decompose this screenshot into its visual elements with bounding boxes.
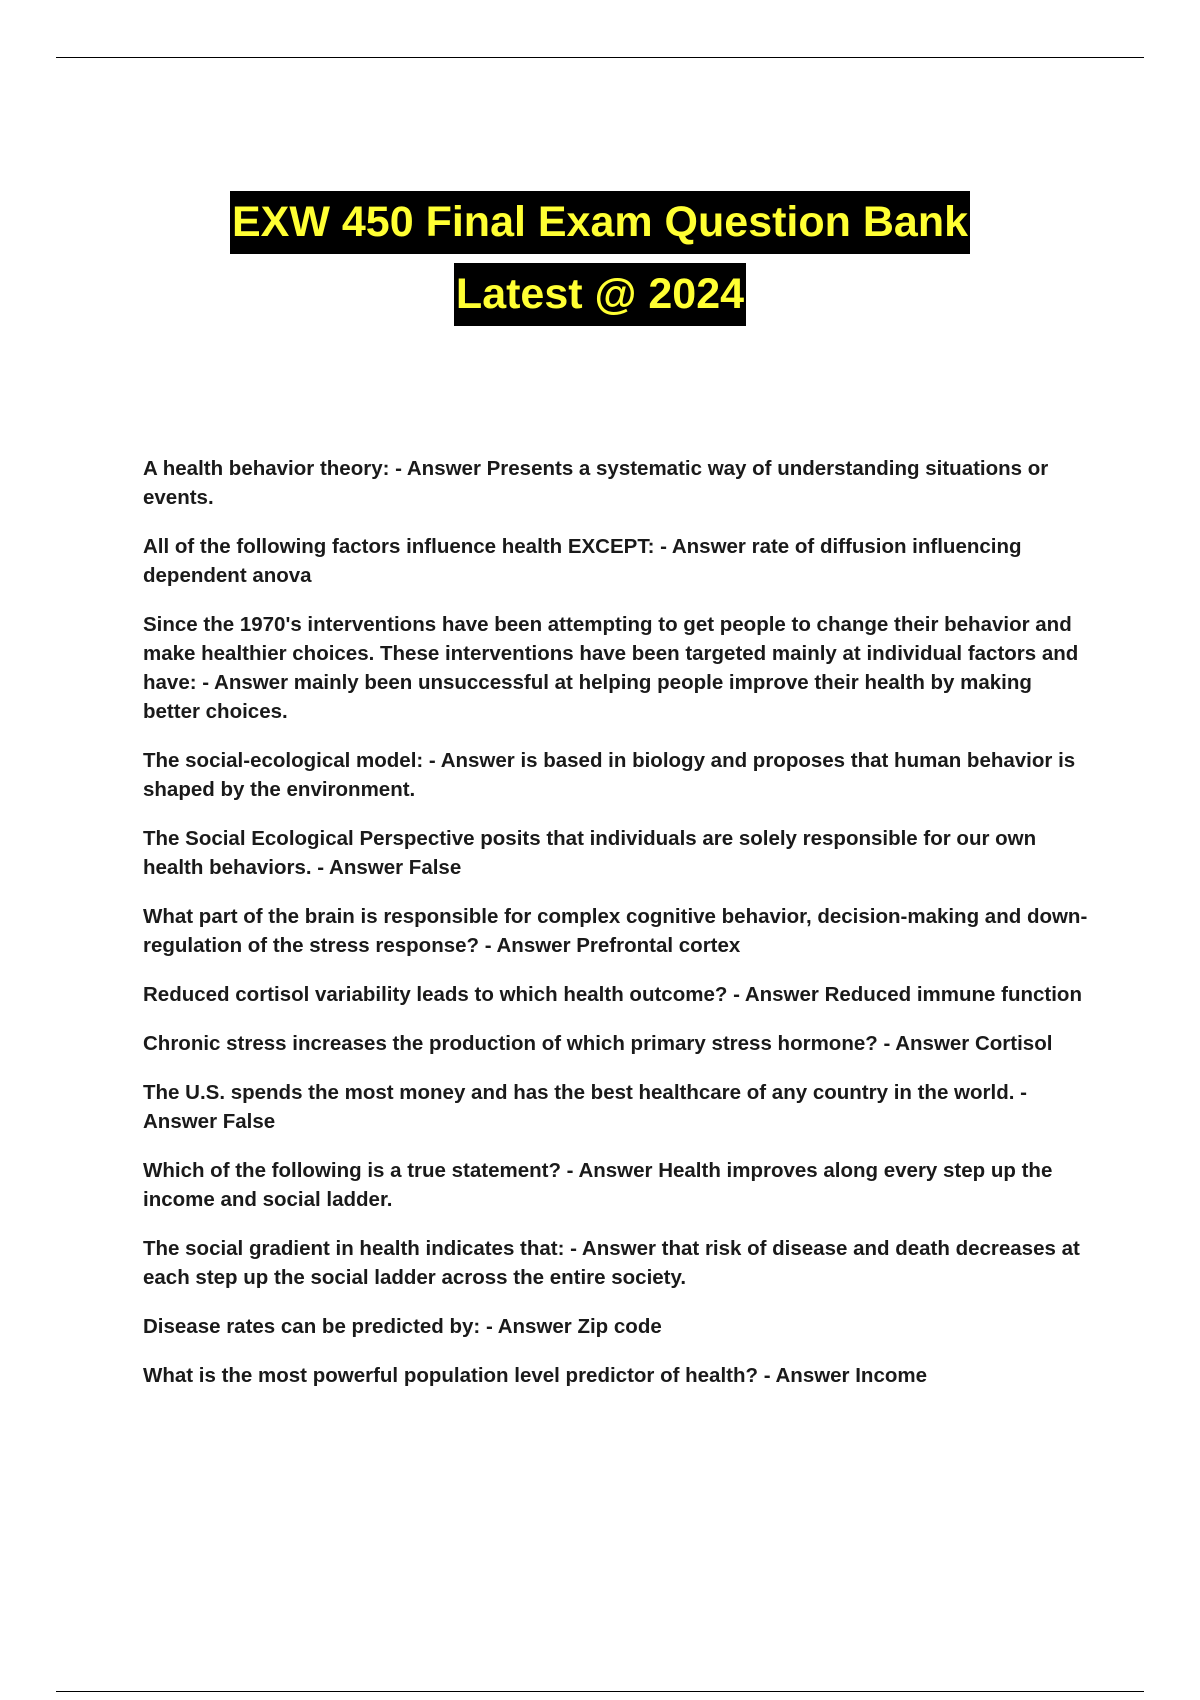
title-line-1: EXW 450 Final Exam Question Bank — [230, 191, 970, 254]
qa-item: The social gradient in health indicates that: - Answer that risk of disease and death decreases at each step up the social ladder across the entire society. — [143, 1237, 1080, 1289]
question-answer-list — [143, 454, 1093, 1410]
qa-item: The Social Ecological Perspective posits that individuals are solely responsible for our own health behaviors. - Answer False — [143, 827, 1037, 879]
qa-item: All of the following factors influence health EXCEPT: - Answer rate of diffusion influencing dependent anova — [143, 535, 1022, 587]
qa-item: Which of the following is a true statement? - Answer Health improves along every step up the income and social ladder. — [143, 1159, 1053, 1211]
qa-item: Since the 1970's interventions have been attempting to get people to change their behavior and make healthier choices. These interventions have been targeted mainly at individual factors and have: - Answer mainly been unsuccessful at helping people improve their health by making better choices. — [143, 613, 1079, 723]
qa-item: What is the most powerful population level predictor of health? - Answer Income — [143, 1364, 928, 1387]
qa-item: The social-ecological model: - Answer is based in biology and proposes that human behavior is shaped by the environment. — [143, 749, 1076, 801]
title-line-2: Latest @ 2024 — [454, 263, 746, 326]
qa-item: What part of the brain is responsible for complex cognitive behavior, decision-making and down-regulation of the stress response? - Answer Prefrontal cortex — [143, 905, 1088, 957]
qa-item: The U.S. spends the most money and has the best healthcare of any country in the world. - Answer False — [143, 1081, 1027, 1133]
qa-item: Chronic stress increases the production of which primary stress hormone? - Answer Cortisol — [143, 1032, 1053, 1055]
document-title — [0, 191, 1200, 326]
qa-item: Disease rates can be predicted by: - Answer Zip code — [143, 1315, 662, 1338]
bottom-rule — [56, 1691, 1144, 1692]
top-rule — [56, 57, 1144, 58]
qa-item: Reduced cortisol variability leads to which health outcome? - Answer Reduced immune function — [143, 983, 1082, 1006]
qa-item: A health behavior theory: - Answer Presents a systematic way of understanding situations or events. — [143, 457, 1049, 509]
